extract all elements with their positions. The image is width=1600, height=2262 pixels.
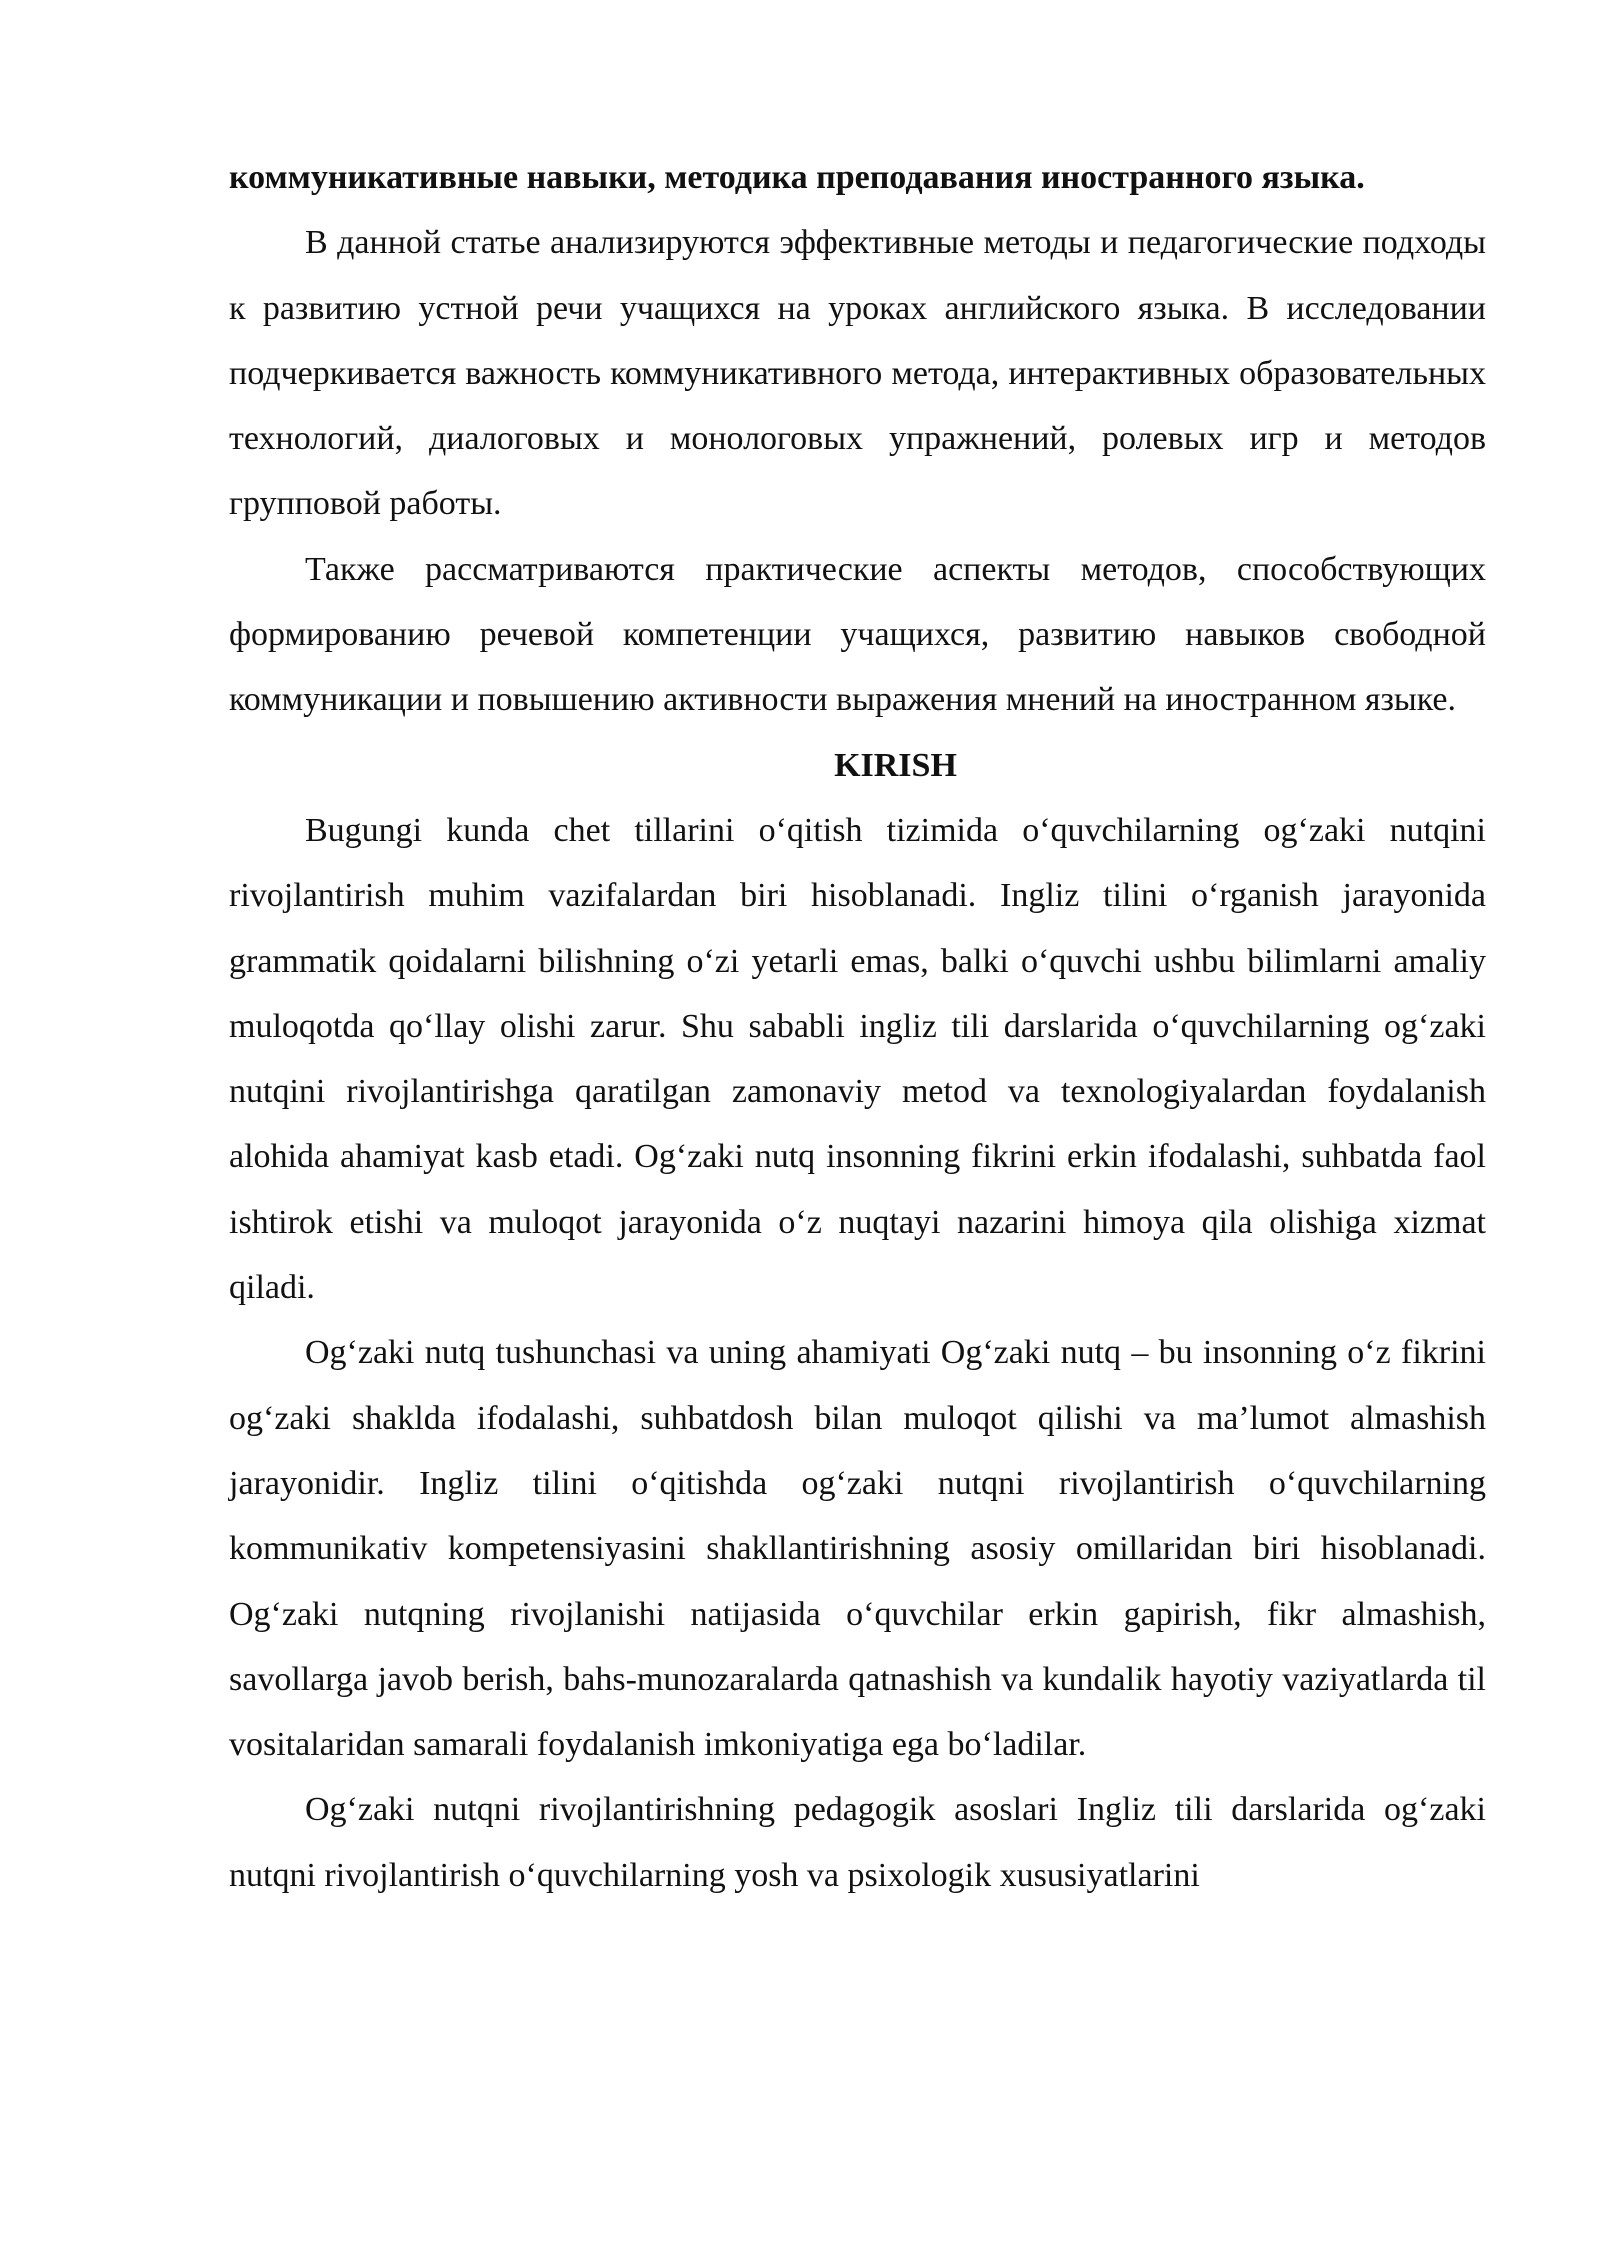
abstract-paragraph: В данной статье анализируются эффективные методы и педагогические подходы к развитию устной речи учащихся на уроках английского языка. В исследовании подчеркивается важность коммуникативного метода, интерактивных образовательных технологий, диалоговых и монологовых упражнений, ролевых игр и методов групповой работы. bbox=[229, 224, 1486, 523]
abstract-paragraph: Также рассматриваются практические аспекты методов, способствующих формированию речевой компетенции учащихся, развитию навыков свободной коммуникации и повышению активности выражения мнений на иностранном языке. bbox=[229, 550, 1486, 719]
page-content bbox=[229, 145, 1486, 1908]
section-heading: KIRISH bbox=[834, 746, 957, 784]
body-paragraph: Og‘zaki nutqni rivojlantirishning pedagogik asoslari Ingliz tili darslarida og‘zaki nutqni rivojlantirish o‘quvchilarning yosh va psixologik xususiyatlarini bbox=[229, 1791, 1486, 1894]
keywords-line: коммуникативные навыки, методика преподавания иностранного языка. bbox=[229, 159, 1365, 196]
body-paragraph: Bugungi kunda chet tillarini o‘qitish tizimida o‘quvchilarning og‘zaki nutqini rivojlantirish muhim vazifalardan biri hisoblanadi. Ingliz tilini o‘rganish jarayonida grammatik qoidalarni bilishning o‘zi yetarli emas, balki o‘quvchi ushbu bilimlarni amaliy muloqotda qo‘llay olishi zarur. Shu sababli ingliz tili darslarida o‘quvchilarning og‘zaki nutqini rivojlantirishga qaratilgan zamonaviy metod va texnologiyalardan foydalanish alohida ahamiyat kasb etadi. Og‘zaki nutq insonning fikrini erkin ifodalashi, suhbatda faol ishtirok etishi va muloqot jarayonida o‘z nuqtayi nazarini himoya qila olishiga xizmat qiladi. bbox=[229, 811, 1486, 1307]
body-paragraph: Og‘zaki nutq tushunchasi va uning ahamiyati Og‘zaki nutq – bu insonning o‘z fikrini og‘zaki shaklda ifodalashi, suhbatdosh bilan muloqot qilishi va ma’lumot almashish jarayonidir. Ingliz tilini o‘qitishda og‘zaki nutqni rivojlantirish o‘quvchilarning kommunikativ kompetensiyasini shakllantirishning asosiy omillaridan biri hisoblanadi. Og‘zaki nutqning rivojlanishi natijasida o‘quvchilar erkin gapirish, fikr almashish, savollarga javob berish, bahs-munozaralarda qatnashish va kundalik hayotiy vaziyatlarda til vositalaridan samarali foydalanish imkoniyatiga ega bo‘ladilar. bbox=[229, 1334, 1486, 1764]
